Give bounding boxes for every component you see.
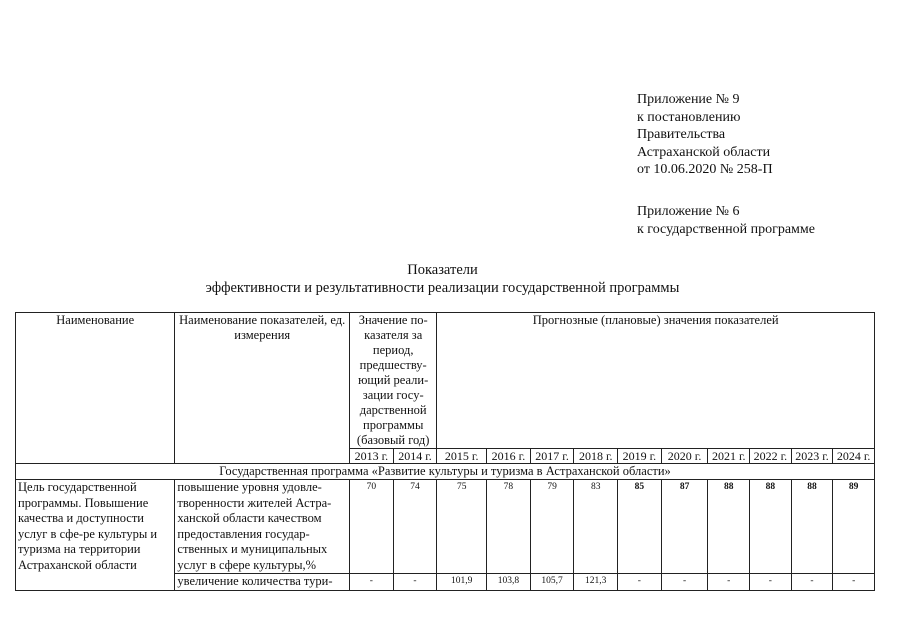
year-cell: 2013 г. <box>350 449 394 464</box>
value-cell: 78 <box>487 480 531 574</box>
year-cell: 2021 г. <box>708 449 750 464</box>
year-cell: 2024 г. <box>833 449 875 464</box>
value-cell: 88 <box>750 480 792 574</box>
year-cell: 2016 г. <box>487 449 531 464</box>
table-header-row <box>16 313 875 449</box>
appendix-9-line: Правительства <box>637 127 726 142</box>
value-cell: 105,7 <box>530 574 574 591</box>
value-cell: 87 <box>661 480 708 574</box>
appendix-9-block <box>637 91 773 179</box>
indicator-cell: увеличение количества тури- <box>175 574 350 591</box>
value-cell: 88 <box>708 480 750 574</box>
value-cell: 89 <box>833 480 875 574</box>
document-title: Показатели <box>407 262 478 278</box>
value-cell: 83 <box>574 480 618 574</box>
appendix-6-block <box>637 203 815 238</box>
value-cell: 79 <box>530 480 574 574</box>
appendix-6-line: к государственной программе <box>637 221 815 237</box>
value-cell: 121,3 <box>574 574 618 591</box>
value-cell: 88 <box>791 480 833 574</box>
appendix-6-line: Приложение № 6 <box>637 204 740 219</box>
value-cell: - <box>618 574 662 591</box>
value-cell: 85 <box>618 480 662 574</box>
value-cell: - <box>833 574 875 591</box>
indicators-table <box>15 312 875 591</box>
year-cell: 2019 г. <box>618 449 662 464</box>
header-base-value: Значение по-казателя за период, предшеству-ющий реали-зации госу-дарственной программы (базовый год) <box>350 313 437 449</box>
value-cell: - <box>393 574 437 591</box>
year-cell: 2022 г. <box>750 449 792 464</box>
year-cell: 2015 г. <box>437 449 487 464</box>
goal-cell: Цель государственной программы. Повышение качества и доступности услуг в сфе-ре культуры и туризма на территории Астраханской области <box>16 480 175 591</box>
program-title-cell: Государственная программа «Развитие культуры и туризма в Астраханской области» <box>16 464 875 480</box>
appendix-9-line: Астраханской области <box>637 144 771 160</box>
program-row <box>16 464 875 480</box>
year-cell: 2018 г. <box>574 449 618 464</box>
value-cell: - <box>791 574 833 591</box>
indicator-cell: повышение уровня удовле-творенности жителей Астра-ханской области качеством предоставления государ-ственных и муниципальных услуг в сфере культуры,% <box>175 480 350 574</box>
value-cell: - <box>350 574 394 591</box>
value-cell: 101,9 <box>437 574 487 591</box>
value-cell: - <box>708 574 750 591</box>
header-name: Наименование <box>16 313 175 464</box>
appendix-9-line: к постановлению <box>637 109 741 125</box>
value-cell: - <box>661 574 708 591</box>
value-cell: 74 <box>393 480 437 574</box>
year-cell: 2014 г. <box>393 449 437 464</box>
appendix-9-line: Приложение № 9 <box>637 92 740 107</box>
year-cell: 2023 г. <box>791 449 833 464</box>
year-cell: 2017 г. <box>530 449 574 464</box>
header-indicator: Наименование показателей, ед. измерения <box>175 313 350 464</box>
value-cell: 75 <box>437 480 487 574</box>
header-forecast: Прогнозные (плановые) значения показателей <box>437 313 875 449</box>
value-cell: - <box>750 574 792 591</box>
year-cell: 2020 г. <box>661 449 708 464</box>
appendix-9-line: от 10.06.2020 № 258-П <box>637 162 773 177</box>
table-row <box>16 480 875 574</box>
value-cell: 70 <box>350 480 394 574</box>
document-subtitle: эффективности и результативности реализации государственной программы <box>205 280 680 296</box>
value-cell: 103,8 <box>487 574 531 591</box>
